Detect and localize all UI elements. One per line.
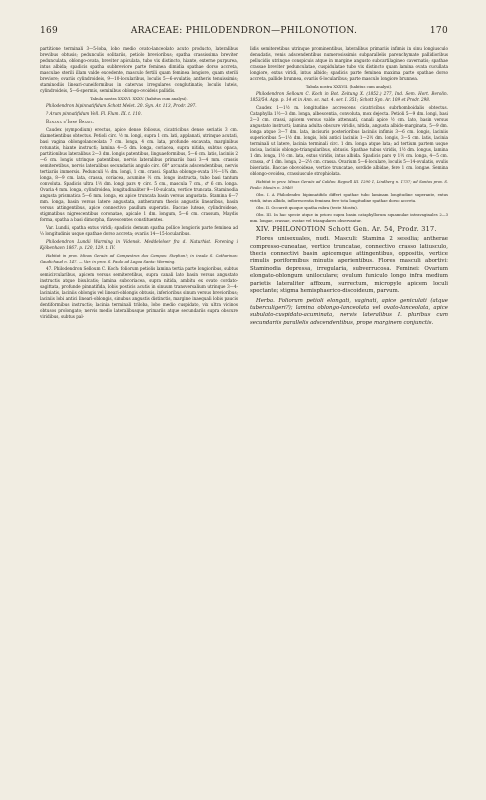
paragraph-r6: Obs. I. A Philodendro bipinnatifido differt spathae tubo laminam longitudine superante, extus viridi, intus albido, inflorescentia feminea fere tota longitudine spathae dorso accreta. <box>250 192 448 203</box>
genus-description <box>250 236 448 327</box>
paragraph-r3: Philodendron Selloum C. Koch in Bot. Zeitung X. (1852.) 277, Ind. Sem. Hort. Berolin. 1853/54. App. p. 14 et in Ann. sc. nat. 4. ser. I. 351; Schott Syn. Ar. 109 et Prodr. 298. <box>250 91 448 103</box>
paragraph-l6: Caudex (sympodium) erectus, apice dense foliosus, cicatricibus dense seriatis 3 cm. diametientibus obtectus. Petioli circ. ½ m. longi, supra 1 cm. lati, applanati, utrinque acutati, basi vagina oblongolanceolata 7 cm. longa, 4 cm. lata, profunde excavata, marginibus rotunatis, hiante instructi; lamina 4—5 dm. longa, coriacea, supra nitida, subtus opaca, partitionibus lateralibus 2—3 dm. longis patentibus, linguaeformibus, 5—6 cm. latis, laciniis 2—6 cm. longis utrinque patentibus, nervis lateralibus primariis basi 3—4 mm. crassis semiteretibus, nervis lateralibus secundariis angulo circ. 60° arcuatis adscendentibus, nervis tertiariis immersis. Pedunculi ⅓ dm. longi, 1 cm. crassi. Spatha oblongo-ovata 1½—1¾ dm. longa, 8—9 cm. lata, crassa, coriacea, acumine ½ cm. longo instructa, tubo basi tantum convoluta. Spadicis ultra 1½ dm. longi pars ♀ circ. 5 cm., mascula 7 cm., ♂ 6 cm. longa. Ovaria 4 mm. longa, cylindroidea, longitudinaliter 9—10-sulcata, vertice truncata. Staminodia angusta prismatica 5—6 mm. longa, ex apice truncata basin versus angustata. Stamina 6—7 mm. longa, basin versus latere angustata, antherarum thecis angustis linearibus, basin versus attingentibus, apice connectivo paullum superatis. Baccae luteae, cylindroideae, stigmatibus nigrescentibus coronatae, apicale 1 dm. longum, 5—6 cm. crassum, Maydis forma, spatha a basi dimorpha, flavescentes constituentes. <box>40 127 238 223</box>
paragraph-g1: Flores unisexuales, nudi. Masculi: Stamina 2 sessilia; antherae compresso-cuneatae, vertice truncatae, connectivo crasso latiusculo, thecis connectivi basin apicemque attingentibus, oppositis, vertice rimulis poriformibus minutis aperientibus. Flores masculi abortivi: Staminodia depressa, irregularia, subverrucosa. Feminei: Ovarium elongato-oblongum uniloculare; ovulum funiculo longo infra medium parietis lateraliter affixum, surrectum, micropyle apicem loculi spectante; stigma hemisphaerico-discoideum, parvum. <box>250 236 448 295</box>
page-number-right: 170 <box>429 26 448 36</box>
paragraph-r4: Caudex 1—1½ m. longitudine accrescens cicatricibus subrhomboidalis obtectus. Cataphylla 1½—3 dm. longa, albescentia, convoluta, mox dejecta. Petioli 5—9 dm. longi, basi 2—3 cm. crassi, apicem versus valde attenuati, canali apice ½ cm. lato, basin versus angustato instructi; lamina adulta obscure viridis, nitida, angusta albido-marginata, 5—9 dm. longa atque 3—7 dm. lata, incisuris posterioribus laciniis infimis 3—6 cm. longis, laciniis superioribus 5—1½ dm. longis, lobi antici laciniis 1—2½ dm. longis, 3—5 cm. latis, lacinia terminali ut latere, lacinia terminali circ. 1 dm. longa atque lata; ad tertium partem usque incisa, laciniis oblongo-triangularibus, obtusis. Spathae tubus viridis, 1½ dm. longus, lamina 1 dm. longa, 1½ cm. lata, extus viridis, intus albida. Spadicis pars ♀ 1½ cm. longa, 4—5 cm. crassa, ♂ 1 dm. longa, 2—2½ cm. crassa. Ovarium 5—6-loculare, loculis 5—14-ovulatis, ovulis biseriatis. Baccae obovoideae, vertice truncatae, sordide albidae, fere 1 cm. longae. Semina oblongo-ovoidea, crassiuscule strophiolata. <box>250 105 448 177</box>
genus-heading: XIV. PHILONOTION Schott Gen. Ar. 54, Prodr. 317. <box>256 225 437 234</box>
right-column <box>250 46 448 329</box>
running-title: ARACEAE: PHILODENDRON—PHILONOTION. <box>130 26 358 36</box>
paragraph-l2: Tabula nostra XXXVI. XXXV. (habitus cum analysi). <box>90 96 188 101</box>
right-column-paragraphs <box>250 46 448 223</box>
paragraph-r1: lidis semiteretibus utrinque prominentibus, lateralibus primariis infimis in sinu longiusculo denudatis, venis adscendentibus numerosissimis subparallelis parenchymate pallidioribus pellucidis utrinque conspicuis atque in margine angusto subcartilagineo cavernatis; spathae crassae breviter pedunculatae, cuspidulatae tubo vix distincto quam lamina ovata cucullata longiore, extus viridi, intus albido; spadicis parte feminea maxima parte spathae dorso accreta, pallide brunnea, ovariis 6-locularibus; parte masculo longiore brunnea. <box>250 46 448 81</box>
paragraph-l4: ? Arum pinnatifidum Vell. Fl. Flum. IX. t. 110. <box>46 111 142 117</box>
paragraph-l9: Habitat in prov. Minas Geraës ad Campestres dos Campos: Stephan!; in insula S. Catharinas: Gaudichaud n. 147. — Var. in prov. S. Paulo ad Lagoa Santa: Warming. <box>40 253 238 264</box>
paragraph-r5: Habitat in prov. Minas Geraës ad Caldas: Regnell III. 1290 1, Lindberg n. 1737; ad Santos prov. S. Paulo: Mosén n. 2946! <box>250 179 448 190</box>
page-number-left: 169 <box>40 26 59 36</box>
left-column <box>40 46 238 322</box>
paragraph-r8: Obs. III. In hac specie atque in prioro supra basin cataphyllorum squamulae intravaginales 2—3 mm. longae, crassae, ovatae vel triangulares observantur. <box>250 212 448 223</box>
paragraph-l3: Philodendron bipinnatifidum Schott Melet. 20. Syn. Ar. 113, Prodr. 297. <box>46 103 197 109</box>
paragraph-g2: Herba. Foliorum petioli elongati, vaginati, apice geniculati (atque tuberculigeri?); lamina oblongo-lanceolata vel ovato-lanceolata, apice subulato-cuspidato-acuminata, nervis lateralibus I. pluribus cum secundariis parallelis adscendentibus, prope marginem conjunctis. <box>250 297 448 326</box>
paragraph-l5: Banana d'Imbé Brasil. <box>46 119 95 125</box>
paragraph-r7: Obs. II. Occurrit quoque spatha rubra (teste Mosén). <box>256 205 358 211</box>
paragraph-l1: partitione terminali 3—5-loba, lobo medio ovato-lanceolato acuto producto, lateralibus brevibus obtusis; pedunculis solitariis, petiolo brevioribus; spatha crassissima breviter pedunculata, oblongo-ovata, breviter apiculata, tubo vix distincto, hiante, externe purpurea, intus albida; spadicis spatha subbreviore parte feminea dimidia spathae dorso accreta, masculae sterili illam valde excedente, masculo fertili quam feminea longiore, quam sterili breviore; ovariis cylindroideis, 9—10-locularibus, loculis 5—6-ovulatis; antheris tenuissimis; staminodiis lineari-cuneiformibus in catervas irregulares conglutinatis; loculis luteis, cylindroideis, 5—6-spermis, seminibus oblongo-ovoideis pallidis. <box>40 46 238 93</box>
paragraph-l7: Var. Lundii, spatha extus viridi; spadicis demum spatha pollice longioris parte feminea ad ⅓ longitudinis usque spathae dorso accreta; ovariis 14—15-locularibus. <box>40 225 238 237</box>
paragraph-l10: 47. Philodendron Selloum C. Koch: foliorum petiolis lamina tertia parte longioribus, subtus semicircularibus, apicem versus semiteretibus, supra canali lato basin versus angustato instructis atque bisulcatis; lamina subcoriacea, supra nitida, ambitu ex ovato cordato-sagittata, profunde pinnatifida, lobis posticis acutis in sinuum transversalium utrinque 3—4-laciniatis, laciniis oblongis vel lineari-oblongis obtusis, inferioribus sinum versus brevioribus; laciniis lobi antici lineari-oblongis, sinubus angustis distinctis, margine inaequali lobis paucis dentiformibus instructis; lacinia terminali triloba, lobo medio cuspidato, vix ultra vicinos obtusos prolongato; nervis medio lateralibusque primariis atque secundariis supra obscure viridibus, subtus pal- <box>40 266 238 320</box>
paragraph-l8: Philodendron Lundii Warming in Vidensk. Meddelelser fra d. Naturhist. Forening i Kjöbenhavn 1867. p. 120, 129. t. IV. <box>40 239 238 251</box>
page-header <box>40 26 448 40</box>
paragraph-r2: Tabula nostra XXXVII. (habitus cum analysi). <box>305 84 393 89</box>
